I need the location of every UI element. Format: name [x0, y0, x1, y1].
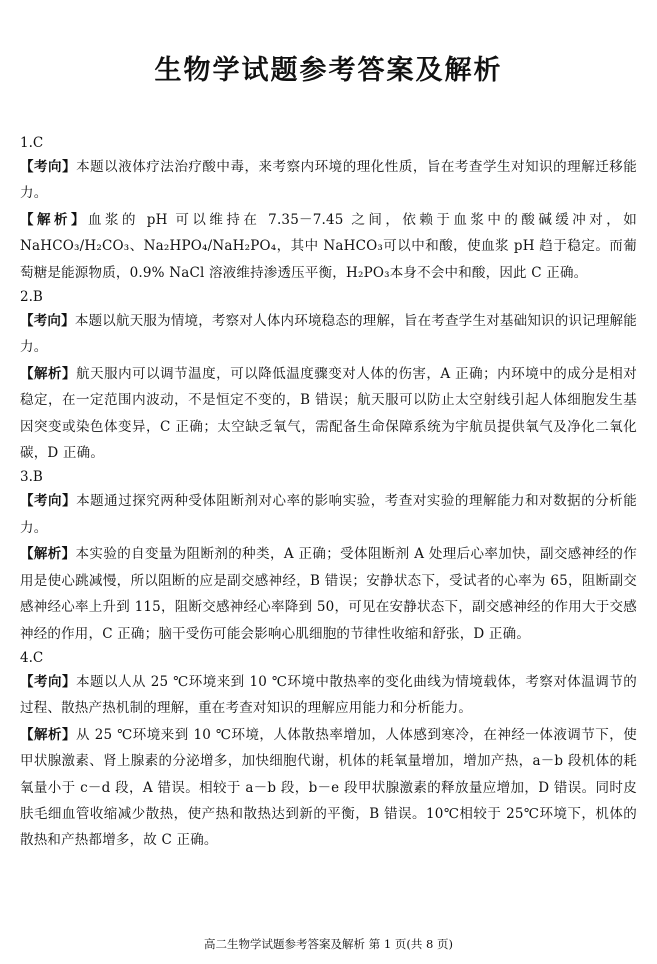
kaoxiang-text: 本题以液体疗法治疗酸中毒，来考察内环境的理化性质，旨在考查学生对知识的理解迁移能力。	[20, 159, 637, 202]
kaoxiang-paragraph	[20, 154, 637, 207]
kaoxiang-label: 【考向】	[20, 493, 77, 510]
answer-list	[20, 132, 637, 854]
question-block	[20, 286, 637, 466]
kaoxiang-text: 本题通过探究两种受体阻断剂对心率的影响实验，考查对实验的理解能力和对数据的分析能力。	[20, 493, 637, 536]
kaoxiang-paragraph	[20, 488, 637, 541]
jiexi-paragraph	[20, 207, 637, 286]
jiexi-text: 本实验的自变量为阻断剂的种类，A 正确；受体阻断剂 A 处理后心率加快，副交感神经的作用是使心跳减慢，所以阻断的应是副交感神经，B 错误；安静状态下，受试者的心率为 65，阻断副交感神经心率上升到 115，阻断交感神经心率降到 50，可见在安静状态下，副交感神经的作用大于交感神经的作用，C 正确；脑干受伤可能会影响心肌细胞的节律性收缩和舒张，D 正确。	[20, 546, 637, 642]
jiexi-text: 航天服内可以调节温度，可以降低温度骤变对人体的伤害，A 正确；内环境中的成分是相对稳定，在一定范围内波动，不是恒定不变的，B 错误；航天服可以防止太空射线引起人体细胞发生基因突变或染色体变异，C 正确；太空缺乏氧气，需配备生命保障系统为宇航员提供氧气及净化二氧化碳，D 正确。	[20, 365, 637, 462]
jiexi-paragraph	[20, 361, 637, 467]
page-title: 生物学试题参考答案及解析	[154, 55, 503, 86]
question-number: 4.C	[20, 649, 44, 666]
question-number: 3.B	[20, 469, 43, 486]
jiexi-label: 【解析】	[20, 726, 76, 743]
question-block	[20, 132, 637, 286]
question-number: 1.C	[20, 135, 44, 151]
kaoxiang-paragraph	[20, 669, 637, 722]
question-block	[20, 466, 637, 646]
kaoxiang-text: 本题以航天服为情境，考察对人体内环境稳态的理解，旨在考查学生对基础知识的识记理解能力。	[20, 313, 637, 356]
kaoxiang-text: 本题以人从 25 ℃环境来到 10 ℃环境中散热率的变化曲线为情境载体，考察对体温调节的过程、散热产热机制的理解，重在考查对知识的理解应用能力和分析能力。	[20, 673, 637, 717]
kaoxiang-label: 【考向】	[20, 159, 77, 175]
jiexi-text: 从 25 ℃环境来到 10 ℃环境，人体散热率增加，人体感到寒冷，在神经一体液调节下，使甲状腺激素、肾上腺素的分泌增多，加快细胞代谢，机体的耗氧量增加，增加产热，a－b 段机体的耗氧量小于 c－d 段，A 错误。相较于 a－b 段，b－e 段甲状腺激素的释放量应增加，D 错误。同时皮肤毛细血管收缩减少散热，使产热和散热达到新的平衡，B 错误。10℃相较于 25℃环境下，机体的散热和产热都增多，故 C 正确。	[20, 726, 637, 849]
jiexi-label: 【解析】	[20, 211, 88, 228]
question-block	[20, 647, 637, 854]
jiexi-label: 【解析】	[20, 365, 77, 382]
kaoxiang-label: 【考向】	[20, 673, 76, 690]
jiexi-paragraph	[20, 722, 637, 854]
kaoxiang-paragraph	[20, 308, 637, 361]
jiexi-paragraph	[20, 541, 637, 647]
page-footer: 高二生物学试题参考答案及解析 第 1 页(共 8 页)	[204, 937, 453, 951]
question-number: 2.B	[20, 289, 43, 306]
jiexi-label: 【解析】	[20, 546, 76, 563]
kaoxiang-label: 【考向】	[20, 313, 75, 330]
jiexi-text: 血浆的 pH 可以维持在 7.35－7.45 之间，依赖于血浆中的酸碱缓冲对，如 NaHCO₃/H₂CO₃、Na₂HPO₄/NaH₂PO₄，其中 NaHCO₃可以中和酸，使血浆 pH 趋于稳定。而葡萄糖是能源物质，0.9% NaCl 溶液维持渗透压平衡，H₂PO₃本身不会中和酸，因此 C 正确。	[20, 211, 637, 281]
